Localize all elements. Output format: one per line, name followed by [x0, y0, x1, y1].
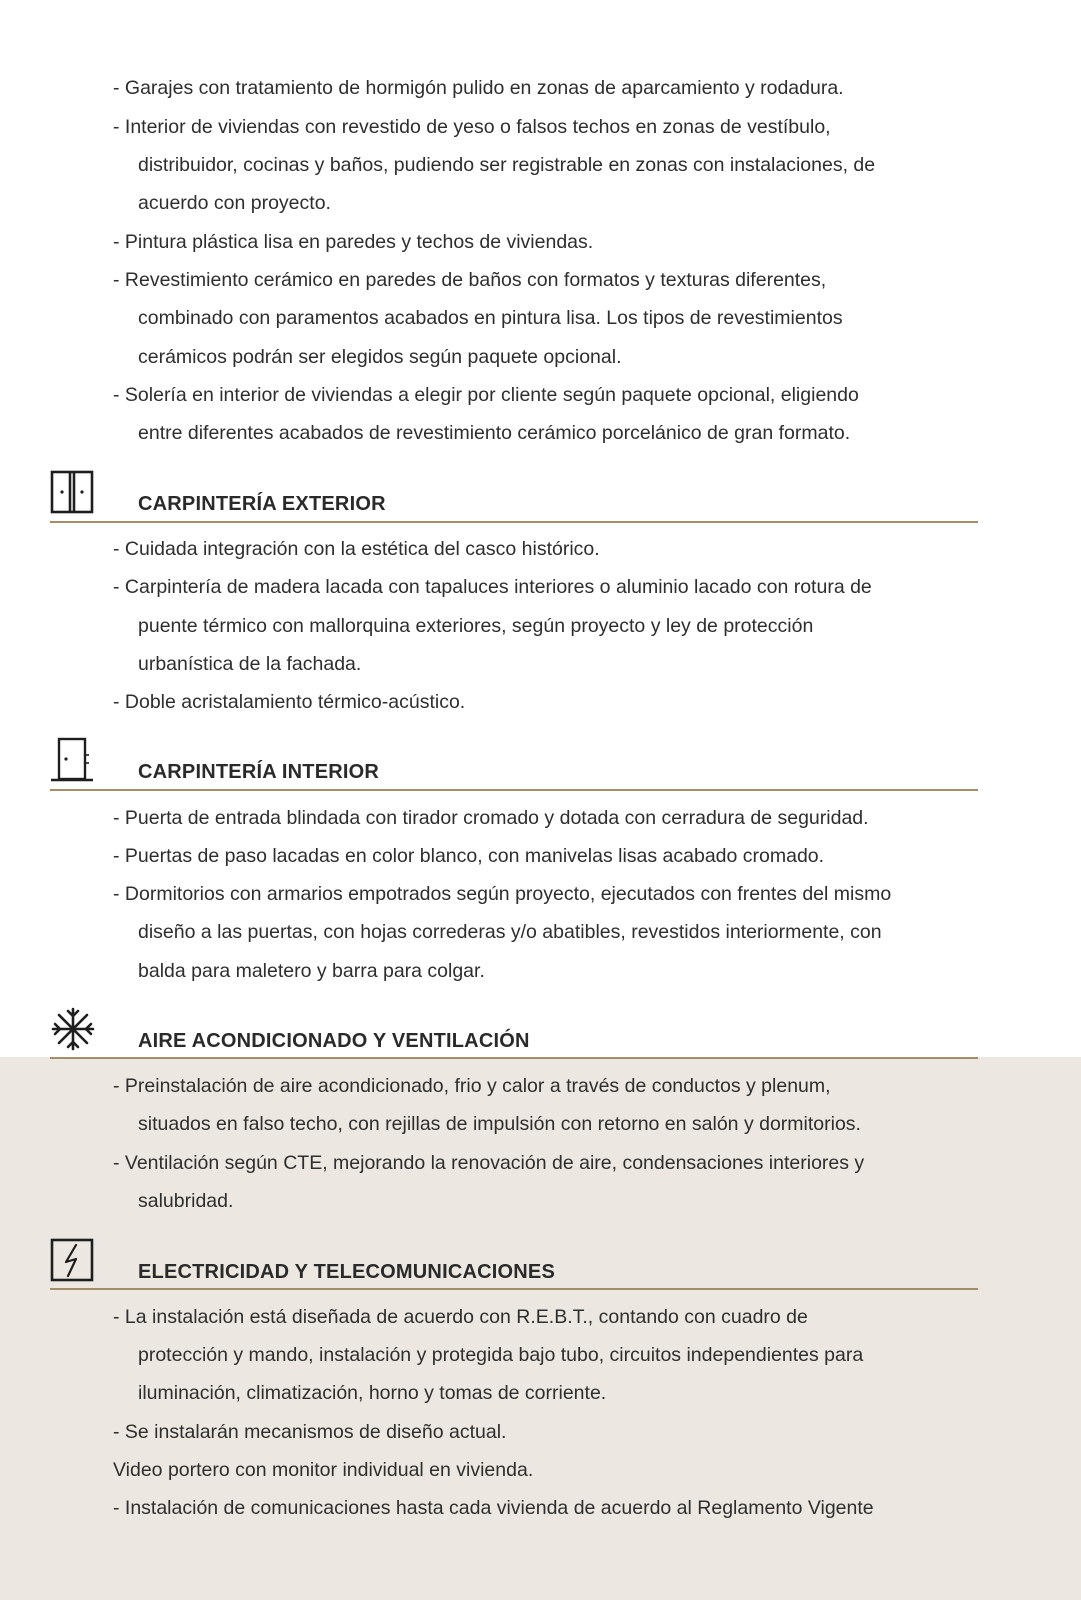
text-line: situados en falso techo, con rejillas de impulsión con retorno en salón y dormitorios. — [138, 1113, 861, 1135]
door-icon — [50, 737, 94, 783]
text-line: - Ventilación según CTE, mejorando la renovación de aire, condensaciones interiores y — [113, 1152, 865, 1174]
lightning-icon — [50, 1238, 94, 1282]
text-line: - Preinstalación de aire acondicionado, frio y calor a través de conductos y plenum, — [113, 1075, 831, 1097]
text-line: combinado con paramentos acabados en pintura lisa. Los tipos de revestimientos — [138, 307, 843, 329]
text-line: iluminación, climatización, horno y tomas de corriente. — [138, 1382, 607, 1404]
text-line: distribuidor, cocinas y baños, pudiendo ser registrable en zonas con instalaciones, de — [138, 154, 876, 176]
text-line: - Garajes con tratamiento de hormigón pulido en zonas de aparcamiento y rodadura. — [113, 77, 844, 99]
window-icon — [50, 470, 94, 514]
text-line: balda para maletero y barra para colgar. — [138, 960, 485, 982]
text-line: cerámicos podrán ser elegidos según paquete opcional. — [138, 346, 622, 368]
section-divider — [50, 789, 978, 791]
text-line: - Solería en interior de viviendas a elegir por cliente según paquete opcional, eligiendo — [113, 384, 859, 406]
text-line: puente térmico con mallorquina exteriores, según proyecto y ley de protección — [138, 615, 814, 637]
text-line: entre diferentes acabados de revestimiento cerámico porcelánico de gran formato. — [138, 422, 851, 444]
section-divider — [50, 521, 978, 523]
text-line: - La instalación está diseñada de acuerdo con R.E.B.T., contando con cuadro de — [113, 1306, 808, 1328]
text-line: - Pintura plástica lisa en paredes y techos de viviendas. — [113, 231, 594, 253]
text-line: urbanística de la fachada. — [138, 653, 362, 675]
text-line: - Se instalarán mecanismos de diseño actual. — [113, 1421, 507, 1443]
text-line: - Interior de viviendas con revestido de yeso o falsos techos en zonas de vestíbulo, — [113, 116, 831, 138]
section-title: AIRE ACONDICIONADO Y VENTILACIÓN — [138, 1030, 530, 1052]
text-line: - Carpintería de madera lacada con tapaluces interiores o aluminio lacado con rotura de — [113, 576, 872, 598]
text-line: - Instalación de comunicaciones hasta cada vivienda de acuerdo al Reglamento Vigente — [113, 1497, 874, 1519]
text-line: Video portero con monitor individual en vivienda. — [113, 1459, 534, 1481]
text-line: - Puertas de paso lacadas en color blanco, con manivelas lisas acabado cromado. — [113, 845, 825, 867]
section-title: ELECTRICIDAD Y TELECOMUNICACIONES — [138, 1261, 556, 1283]
text-line: - Cuidada integración con la estética del casco histórico. — [113, 538, 600, 560]
section-title: CARPINTERÍA INTERIOR — [138, 761, 380, 783]
text-line: - Revestimiento cerámico en paredes de baños con formatos y texturas diferentes, — [113, 269, 827, 291]
section-divider — [50, 1288, 978, 1290]
section-title: CARPINTERÍA EXTERIOR — [138, 493, 386, 515]
text-line: - Puerta de entrada blindada con tirador cromado y dotada con cerradura de seguridad. — [113, 807, 869, 829]
text-line: salubridad. — [138, 1190, 234, 1212]
text-line: acuerdo con proyecto. — [138, 192, 331, 214]
snowflake-icon — [50, 1006, 96, 1052]
text-line: - Doble acristalamiento térmico-acústico. — [113, 691, 466, 713]
text-line: diseño a las puertas, con hojas correderas y/o abatibles, revestidos interiormente, con — [138, 921, 882, 943]
text-line: - Dormitorios con armarios empotrados según proyecto, ejecutados con frentes del mismo — [113, 883, 892, 905]
text-line: protección y mando, instalación y protegida bajo tubo, circuitos independientes para — [138, 1344, 864, 1366]
section-divider — [50, 1057, 978, 1059]
